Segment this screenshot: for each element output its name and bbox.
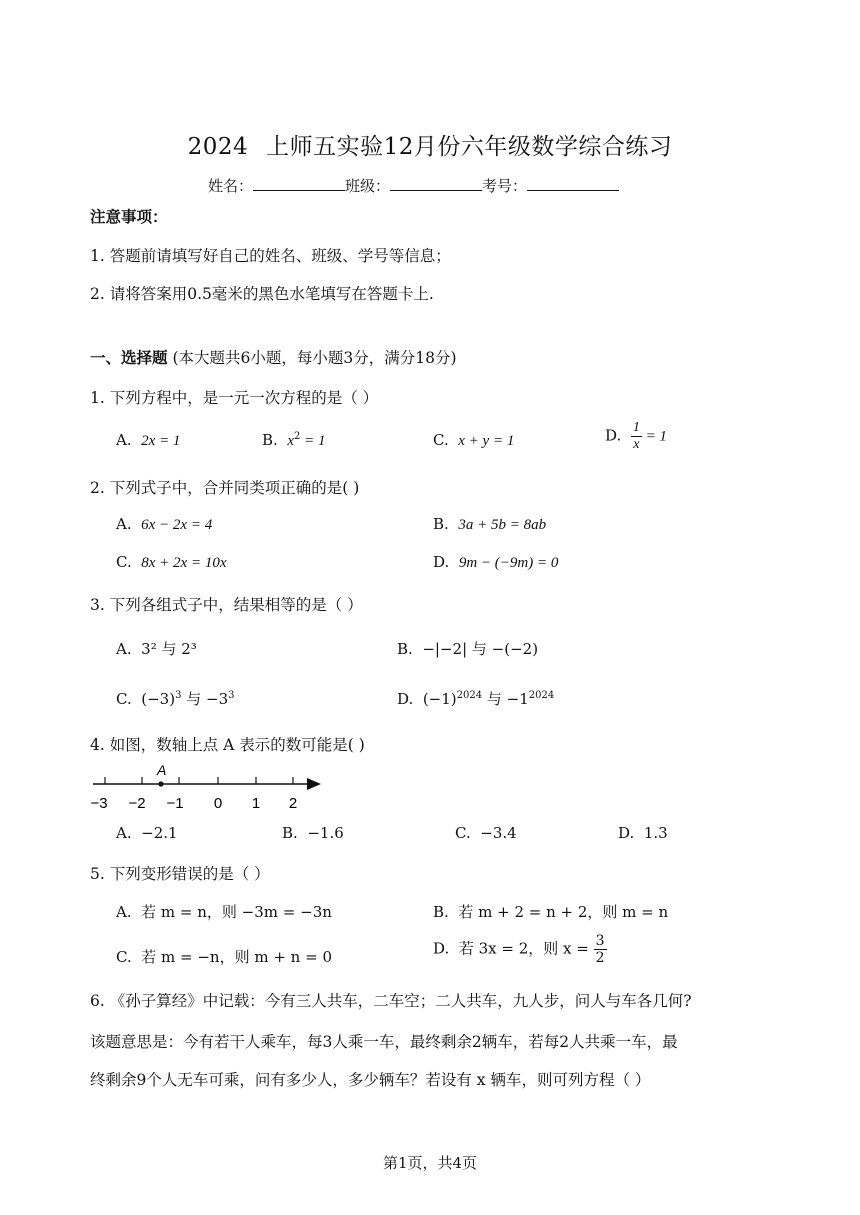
q1-option-d[interactable]: D. $\frac{1}{x}$ = 1 [605, 420, 667, 452]
q3-option-c[interactable]: C. $(-3)^3$ 与 $-3^3$ [116, 690, 235, 708]
q5-option-a[interactable]: A. 若 m = n，则 −3m = −3n [116, 903, 332, 921]
question-5-stem: 5. 下列变形错误的是（ ） [90, 865, 270, 883]
question-6-line: 6. 《孙子算经》中记载：今有三人共车，二车空；二人共车，九人步，问人与车各几何? [90, 992, 692, 1010]
number-line-ticks [105, 777, 293, 784]
student-info [208, 175, 619, 196]
page-title [0, 128, 860, 161]
q3-option-b[interactable]: B. −|−2| 与 −(−2) [397, 640, 539, 658]
q1-option-c[interactable]: C. x + y = 1 [433, 431, 515, 449]
notice-heading: 注意事项： [90, 207, 168, 226]
number-line [85, 760, 330, 816]
name-blank[interactable] [253, 178, 345, 191]
tick-label: 0 [213, 795, 223, 812]
q4-option-a[interactable]: A. −2.1 [116, 824, 178, 842]
section-heading [90, 346, 457, 368]
notice-item: 1. 答题前请填写好自己的姓名、班级、学号等信息； [90, 247, 451, 265]
id-label: 考号： [482, 177, 528, 195]
q2-option-a[interactable]: A. 6x − 2x = 4 [116, 515, 213, 533]
tick-label: 2 [288, 795, 298, 812]
title-year: 2024 [187, 134, 249, 160]
question-1-stem: 1. 下列方程中，是一元一次方程的是（ ） [90, 389, 379, 407]
page-footer: 第1页，共4页 [382, 1154, 478, 1172]
tick-label: −3 [90, 795, 108, 812]
class-blank[interactable] [390, 178, 482, 191]
tick-label: 1 [251, 795, 261, 812]
q2-option-b[interactable]: B. 3a + 5b = 8ab [433, 515, 547, 533]
question-4-stem: 4. 如图，数轴上点 A 表示的数可能是( ) [90, 736, 365, 754]
question-6-line: 该题意思是：今有若干人乘车，每3人乘一车，最终剩余2辆车，若每2人共乘一车，最 [90, 1033, 678, 1051]
name-label: 姓名： [208, 177, 254, 195]
q3-option-a[interactable]: A. 3² 与 2³ [116, 640, 197, 658]
notice-item: 2. 请将答案用0.5毫米的黑色水笔填写在答题卡上. [90, 285, 434, 303]
question-6-line: 终剩余9个人无车可乘，问有多少人，多少辆车？若设有 x 辆车，则可列方程（ ） [90, 1071, 651, 1089]
q5-option-d[interactable]: D. 若 3x = 2，则 x = $\frac{3}{2}$ [433, 933, 605, 966]
title-main: 上师五实验12月份六年级数学综合练习 [266, 134, 673, 160]
id-blank[interactable] [527, 178, 619, 191]
class-label: 班级： [345, 177, 391, 195]
question-3-stem: 3. 下列各组式子中，结果相等的是（ ） [90, 596, 363, 614]
q5-option-c[interactable]: C. 若 m = −n，则 m + n = 0 [116, 948, 332, 966]
section-title: 一、选择题 [90, 348, 168, 367]
tick-label: −2 [128, 795, 146, 812]
q4-option-b[interactable]: B. −1.6 [282, 824, 344, 842]
q3-option-d[interactable]: D. $(-1)^{2024}$ 与 $-1^{2024}$ [397, 690, 555, 708]
q5-option-b[interactable]: B. 若 m + 2 = n + 2，则 m = n [433, 903, 669, 921]
number-line-arrow-icon [307, 778, 321, 790]
point-a [158, 781, 163, 786]
q1-option-a[interactable]: A. 2x = 1 [116, 431, 181, 449]
q4-option-c[interactable]: C. −3.4 [455, 824, 517, 842]
section-desc: (本大题共6小题，每小题3分，满分18分) [172, 349, 457, 367]
q2-option-d[interactable]: D. 9m − (−9m) = 0 [433, 553, 559, 571]
question-2-stem: 2. 下列式子中，合并同类项正确的是( ) [90, 479, 360, 497]
point-a-label: A [157, 762, 167, 778]
q2-option-c[interactable]: C. 8x + 2x = 10x [116, 553, 227, 571]
q4-option-d[interactable]: D. 1.3 [618, 824, 668, 842]
q1-option-b[interactable]: B. $x^2 = 1$ [262, 431, 326, 449]
tick-label: −1 [166, 795, 184, 812]
